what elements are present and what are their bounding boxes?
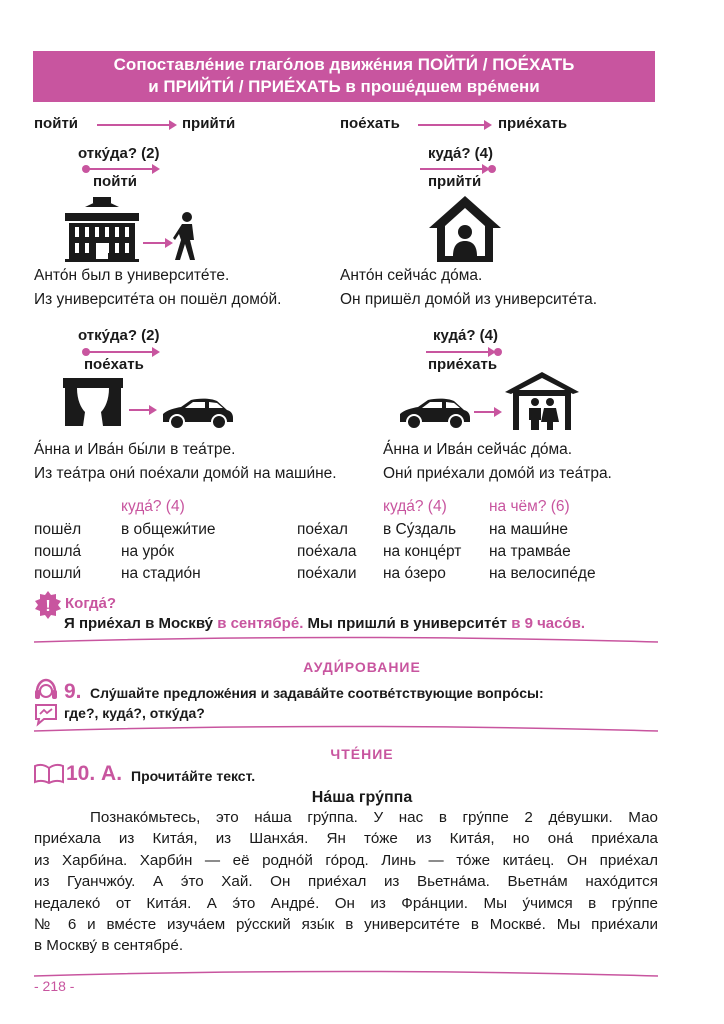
speech-bubble-icon (34, 703, 58, 725)
pair-left-to: прийти́ (182, 115, 236, 132)
walking-person-icon (173, 212, 201, 262)
table-cell: на велосипе́де (489, 565, 596, 582)
reading-line: Познако́мьтесь, это на́ша гру́ппа. У нас в гру́ппе 2 де́вушки. Мао (90, 809, 658, 826)
exercise-9-line2: где?, куда́?, отку́да? (64, 705, 205, 721)
table-cell: на маши́не (489, 521, 569, 538)
exercise-9-line1: Слу́шайте предложе́ния и задава́йте соотве́тствующие вопро́сы: (90, 685, 544, 701)
panel3-text1: А́нна и Ива́н бы́ли в теа́тре. (34, 441, 236, 458)
panel4-text1: А́нна и Ива́н сейча́с до́ма. (383, 441, 573, 458)
car-icon-arriving (398, 398, 472, 432)
table-cell: пое́хала (297, 543, 357, 560)
header-title-line2: и ПРИЙТИ́ / ПРИЕ́ХАТЬ в проше́дшем вре́мени (148, 77, 540, 96)
reading-title: На́ша гру́ппа (311, 789, 413, 806)
panel2-question: куда́? (4) (428, 145, 494, 162)
panel4-text2: Они́ прие́хали домо́й из теа́тра. (383, 465, 612, 482)
page-number: - 218 - (34, 978, 75, 994)
exercise-10-instruction: Прочита́йте текст. (131, 768, 256, 784)
panel3-text2: Из теа́тра они́ пое́хали домо́й на маши́не. (34, 465, 337, 482)
header-title-line1: Сопоставле́ние глаго́лов движе́ния ПОЙТИ́ / ПОЕ́ХАТЬ (113, 55, 575, 74)
header-banner (33, 51, 655, 102)
exercise-9-number: 9. (64, 680, 82, 703)
table-cell: пое́хали (297, 565, 357, 582)
section-reading: ЧТЕ́НИЕ (330, 746, 394, 762)
table-cell: на трамва́е (489, 543, 571, 560)
headphones-icon (34, 678, 58, 702)
panel1-text2: Из университе́та он пошёл домо́й. (34, 291, 282, 308)
panel2-text1: Анто́н сейча́с до́ма. (340, 267, 483, 284)
panel3-verb: пое́хать (84, 356, 144, 373)
pair-right-to: прие́хать (498, 115, 568, 132)
divider-wave (34, 723, 658, 735)
panel2-verb: прийти́ (428, 173, 482, 190)
reading-paragraph (34, 807, 658, 957)
exclamation-mark: ! (45, 598, 51, 615)
table-header-kuda-left: куда́? (4) (121, 498, 185, 515)
pair-left-arrow (97, 125, 177, 135)
table-cell: на стадио́н (121, 565, 201, 582)
pair-right-arrow (418, 125, 492, 135)
panel3-question: отку́да? (2) (78, 327, 160, 344)
table-cell: пошёл (34, 521, 82, 538)
table-cell: пошла́ (34, 543, 82, 560)
when-sentence2: Мы пришли́ в университе́т (307, 615, 508, 632)
when-sentences (64, 615, 585, 632)
reading-line: из Гуанчжо́у. А э́то Хай. Он прие́хал из Вьетна́ма. Вьетна́м нахо́дится (34, 873, 658, 891)
panel1-text1: Анто́н был в университе́те. (34, 267, 230, 284)
pair-left-from: пойти́ (34, 115, 79, 132)
pair-right-from: пое́хать (340, 115, 400, 132)
table-cell: на уро́к (121, 543, 175, 560)
reading-line: № 6 и вме́сте изуча́ем ру́сский язы́к в университе́те в Москве́. Мы прие́хали (34, 916, 658, 934)
table-cell: пошли́ (34, 565, 82, 582)
panel4-verb: прие́хать (428, 356, 498, 373)
panel4-question: куда́? (4) (433, 327, 499, 344)
table-cell: в общежи́тие (121, 521, 216, 538)
panel1-verb: пойти́ (93, 173, 138, 190)
reading-line: в Москву́ в сентябре́. (34, 937, 184, 955)
reading-line: из Харби́на. Харби́н — её родно́й го́род. Линь — то́же кита́ец. Он прие́хал (34, 851, 658, 869)
home-person-icon (429, 196, 501, 264)
when-title: Когда́? (65, 595, 117, 612)
divider-wave (34, 634, 658, 646)
exercise-10-number (66, 762, 122, 786)
section-listening: АУДИ́РОВАНИЕ (303, 659, 421, 675)
exclamation-badge-icon (34, 591, 62, 619)
footer-divider (34, 968, 658, 980)
table-cell: пое́хал (297, 521, 348, 538)
reading-line: недалеко́ от Кита́я. А э́то Андре́. Он из Фра́нции. Мы у́чимся в гру́ппе (34, 894, 658, 912)
car-icon (161, 398, 235, 432)
table-header-na-chem: на чём? (6) (489, 498, 570, 515)
when-sentence2-highlight: в 9 часо́в. (511, 615, 586, 632)
table-cell: в Су́здаль (383, 521, 457, 538)
panel1-question: отку́да? (2) (78, 145, 160, 162)
panel2-text2: Он пришёл домо́й из университе́та. (340, 291, 598, 308)
when-sentence1-highlight: в сентябре́. (217, 615, 304, 632)
table-cell: на конце́рт (383, 543, 462, 560)
table-cell: на о́зеро (383, 565, 446, 582)
garage-couple-icon (505, 372, 579, 432)
open-book-icon (34, 764, 64, 784)
when-sentence1: Я прие́хал в Москву́ (64, 615, 214, 632)
exercise-10-label: 10. А. (66, 762, 123, 785)
reading-line: прие́хала из Кита́я, из Шанха́я. Ян то́же из Кита́я, но она́ прие́хала (34, 830, 658, 848)
table-header-kuda-right: куда́? (4) (383, 498, 447, 515)
